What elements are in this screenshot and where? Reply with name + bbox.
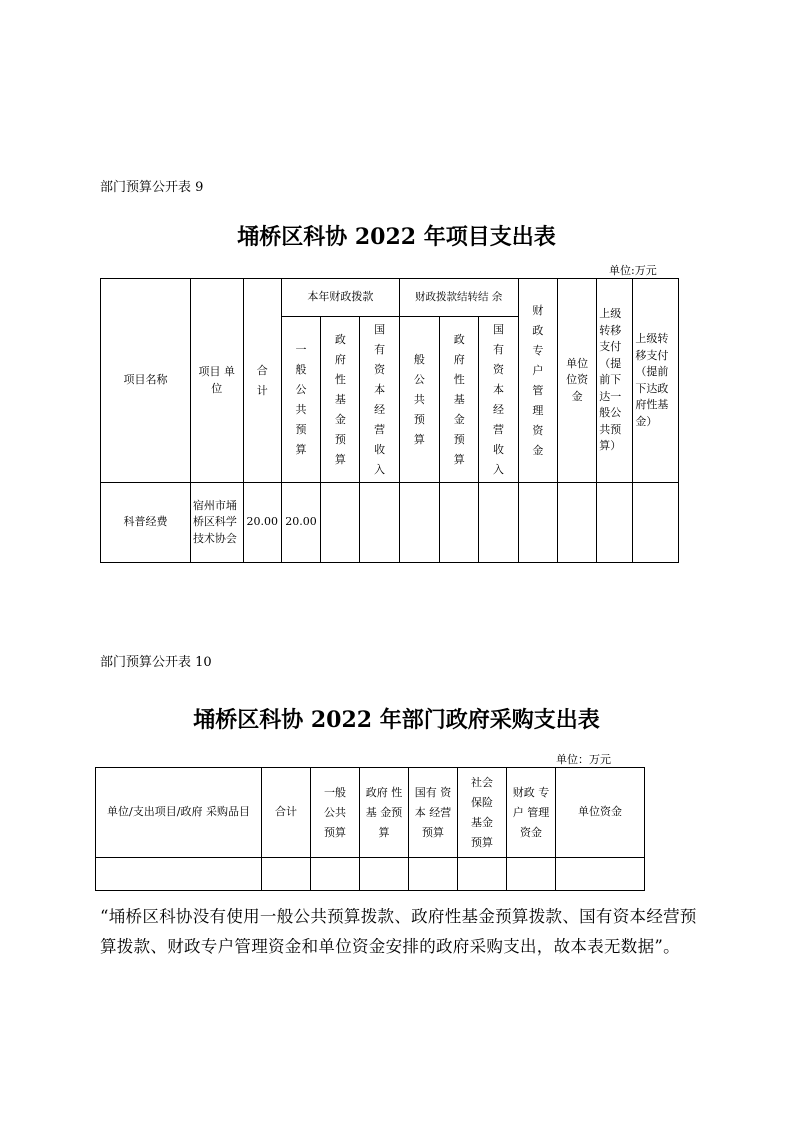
cell-total: 20.00: [243, 483, 281, 563]
header-special-account: 财政 专户 管理 资金: [507, 768, 556, 858]
header-total: 合计: [243, 279, 281, 483]
table-10-title: 埇桥区科协 2022 年部门政府采购支出表: [193, 707, 600, 733]
table-9-unit: 单位:万元: [609, 264, 657, 277]
table-10-label: 部门预算公开表 10: [100, 655, 212, 670]
header-general-budget: 一般公共预算: [281, 317, 320, 483]
table-row: [101, 483, 679, 563]
header-general-budget: 一般公共预算: [311, 768, 360, 858]
project-expenditure-table: [100, 278, 679, 563]
no-data-note: “埇桥区科协没有使用一般公共预算拨款、政府性基金预算拨款、国有资本经营预算拨款、财政专户管理资金和单位资金安排的政府采购支出，故本表无数据”。: [100, 907, 697, 956]
header-gov-fund: 政府 性基 金预 算: [360, 768, 409, 858]
procurement-expenditure-table: [95, 767, 645, 891]
header-transfer-gov-fund: 上级转 移支付（提前 下达政 府性基 金）: [633, 279, 679, 483]
table-9-title: 埇桥区科协 2022 年项目支出表: [237, 224, 556, 250]
header-project-unit: 项目 单位: [190, 279, 243, 483]
cell-project-name: 科普经费: [101, 483, 191, 563]
header-carry-state-capital: 国有资本经营收入: [479, 317, 518, 483]
header-gov-fund: 政府性基金预算: [321, 317, 360, 483]
header-total: 合计: [262, 768, 311, 858]
header-state-capital: 国有资本经营收入: [360, 317, 399, 483]
header-transfer-general: 上级 转移 支付（提 前下 达一般公 共预 算）: [597, 279, 633, 483]
cell-general-budget: 20.00: [281, 483, 320, 563]
table-9-label: 部门预算公开表 9: [100, 180, 204, 195]
header-unit-funds: 单位 位资 金: [557, 279, 596, 483]
header-carry-general: 般公共预算: [399, 317, 439, 483]
header-project-name: 项目名称: [101, 279, 191, 483]
header-unit-funds: 单位资金: [556, 768, 645, 858]
header-current-year-appropriation: 本年财政拨款: [281, 279, 399, 317]
header-carryover: 财政拨款结转结 余: [399, 279, 518, 317]
header-carry-gov-fund: 政府性基金预算: [440, 317, 479, 483]
cell-project-unit: 宿州市埇桥区科学技术协会: [190, 483, 243, 563]
header-special-account: 财政专户管理资金: [518, 279, 557, 483]
header-social-insurance: 社会保险基金预算: [458, 768, 507, 858]
header-state-capital: 国有 资本 经营 预算: [409, 768, 458, 858]
header-item: 单位/支出项目/政府 采购品目: [96, 768, 262, 858]
table-row: [96, 858, 645, 891]
table-10-unit: 单位：万元: [556, 753, 611, 766]
